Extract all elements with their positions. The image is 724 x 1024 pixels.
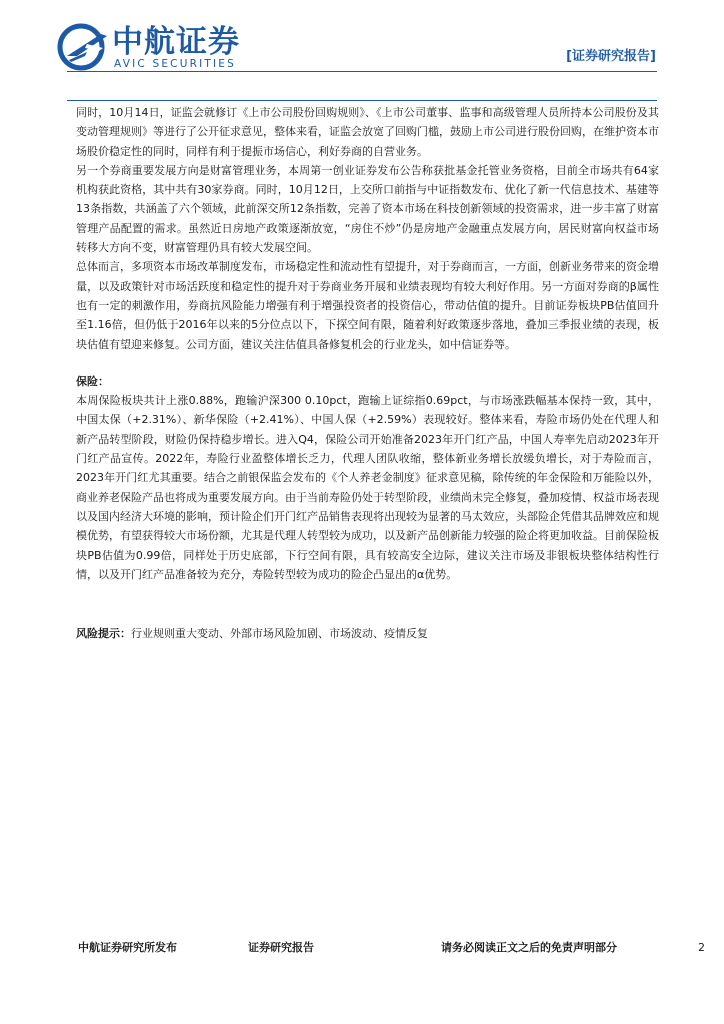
report-type-tag: [证券研究报告] [566,49,656,64]
brand-name-cn: 中航证券 [112,24,240,60]
risk-text: 行业规则重大变动、外部市场风险加剧、市场波动、疫情反复 [131,627,428,641]
page-header [0,0,724,100]
paragraph-buyback: 同时，10月14日，证监会就修订《上市公司股份回购规则》、《上市公司董事、监事和高级管理人员所持本公司股份及其变动管理规则》等进行了公开征求意见，整体来看，证监会放宽了回购门槛，鼓励上市公司进行股份回购，在维护资本市场股价稳定性的同时，同样有利于提振市场信心，利好券商的自营业务。 [76,106,659,158]
avic-logo-icon [57,22,113,72]
brand-name-en: AVIC SECURITIES [114,58,236,70]
spacer [76,354,659,372]
risk-warning [76,624,659,643]
paragraph-summary: 总体而言，多项资本市场改革制度发布，市场稳定性和流动性有望提升，对于券商而言，一方面，创新业务带来的资金增量，以及政策针对市场活跃度和稳定性的提升对于券商业务开展和业绩表现均有较大利好作用。另一方面对券商的β属性也有一定的刺激作用，券商抗风险能力增强有利于增强投资者的投资信心，带动估值的提升。目前证券板块PB估值回升至1.16倍，但仍低于2016年以来的5分位点以下，下探空间有限，随着利好政策逐步落地，叠加三季报业绩的表现，板块估值有望迎来修复。公司方面，建议关注估值具备修复机会的行业龙头，如中信证券等。 [76,260,659,351]
spacer [76,584,659,624]
page-number: 2 [698,941,705,954]
footer-disclaimer: 请务必阅读正文之后的免责声明部分 [441,941,617,954]
insurance-heading: 保险： [76,374,109,388]
report-body [76,103,659,643]
risk-label: 风险提示： [76,627,131,641]
header-divider [67,71,657,72]
page-footer [0,938,724,958]
footer-report-type: 证券研究报告 [248,941,314,954]
content-top-divider [67,100,657,101]
paragraph-wealth-management: 另一个券商重要发展方向是财富管理业务，本周第一创业证券发布公告称获批基金托管业务资格，目前全市场共有64家机构获此资格，其中共有30家券商。同时，10月12日，上交所口前指与中证指数发布、优化了新一代信息技术、基建等13条指数，共涵盖了六个领域，此前深交所12条指数，完善了资本市场在科技创新领域的投资需求，进一步丰富了财富管理产品配置的需求。虽然近日房地产政策逐渐放宽，“房住不炒”仍是房地产金融重点发展方向，居民财富向权益市场转移大方向不变，财富管理仍具有较大发展空间。 [76,163,659,255]
paragraph-insurance: 本周保险板块共计上涨0.88%，跑输沪深300 0.10pct，跑输上证综指0.69pct，与市场涨跌幅基本保持一致，其中，中国太保（+2.31%）、新华保险（+2.41%）、中国人保（+2.59%）表现较好。整体来看，寿险市场仍处在代理人和新产品转型阶段，财险仍保持稳步增长。进入Q4，保险公司开始准备2023年开门红产品，中国人寿率先启动2023年开门红产品宣传。2022年，寿险行业盈整体增长乏力，代理人团队收缩，整体新业务增长放缓负增长，对于寿险而言，2023年开门红尤其重要。结合之前银保监会发布的《个人养老金制度》征求意见稿，除传统的年金保险和万能险以外，商业养老保险产品也将成为重要发展方向。由于当前寿险仍处于转型阶段，业绩尚未完全修复，叠加疫情、权益市场表现以及国内经济大环境的影响，预计险企们开门红产品销售表现将出现较为显著的马太效应，头部险企凭借其品牌效应和规模优势，有望获得较大市场份额，尤其是代理人转型较为成功，以及新产品创新能力较强的险企将更加收益。目前保险板块PB估值为0.99倍，同样处于历史底部，下行空间有限，具有较高安全边际，建议关注市场及非银板块整体结构性行情，以及开门红产品准备较为充分，寿险转型较为成功的险企凸显出的α优势。 [76,394,659,581]
footer-publisher: 中航证券研究所发布 [78,941,177,954]
